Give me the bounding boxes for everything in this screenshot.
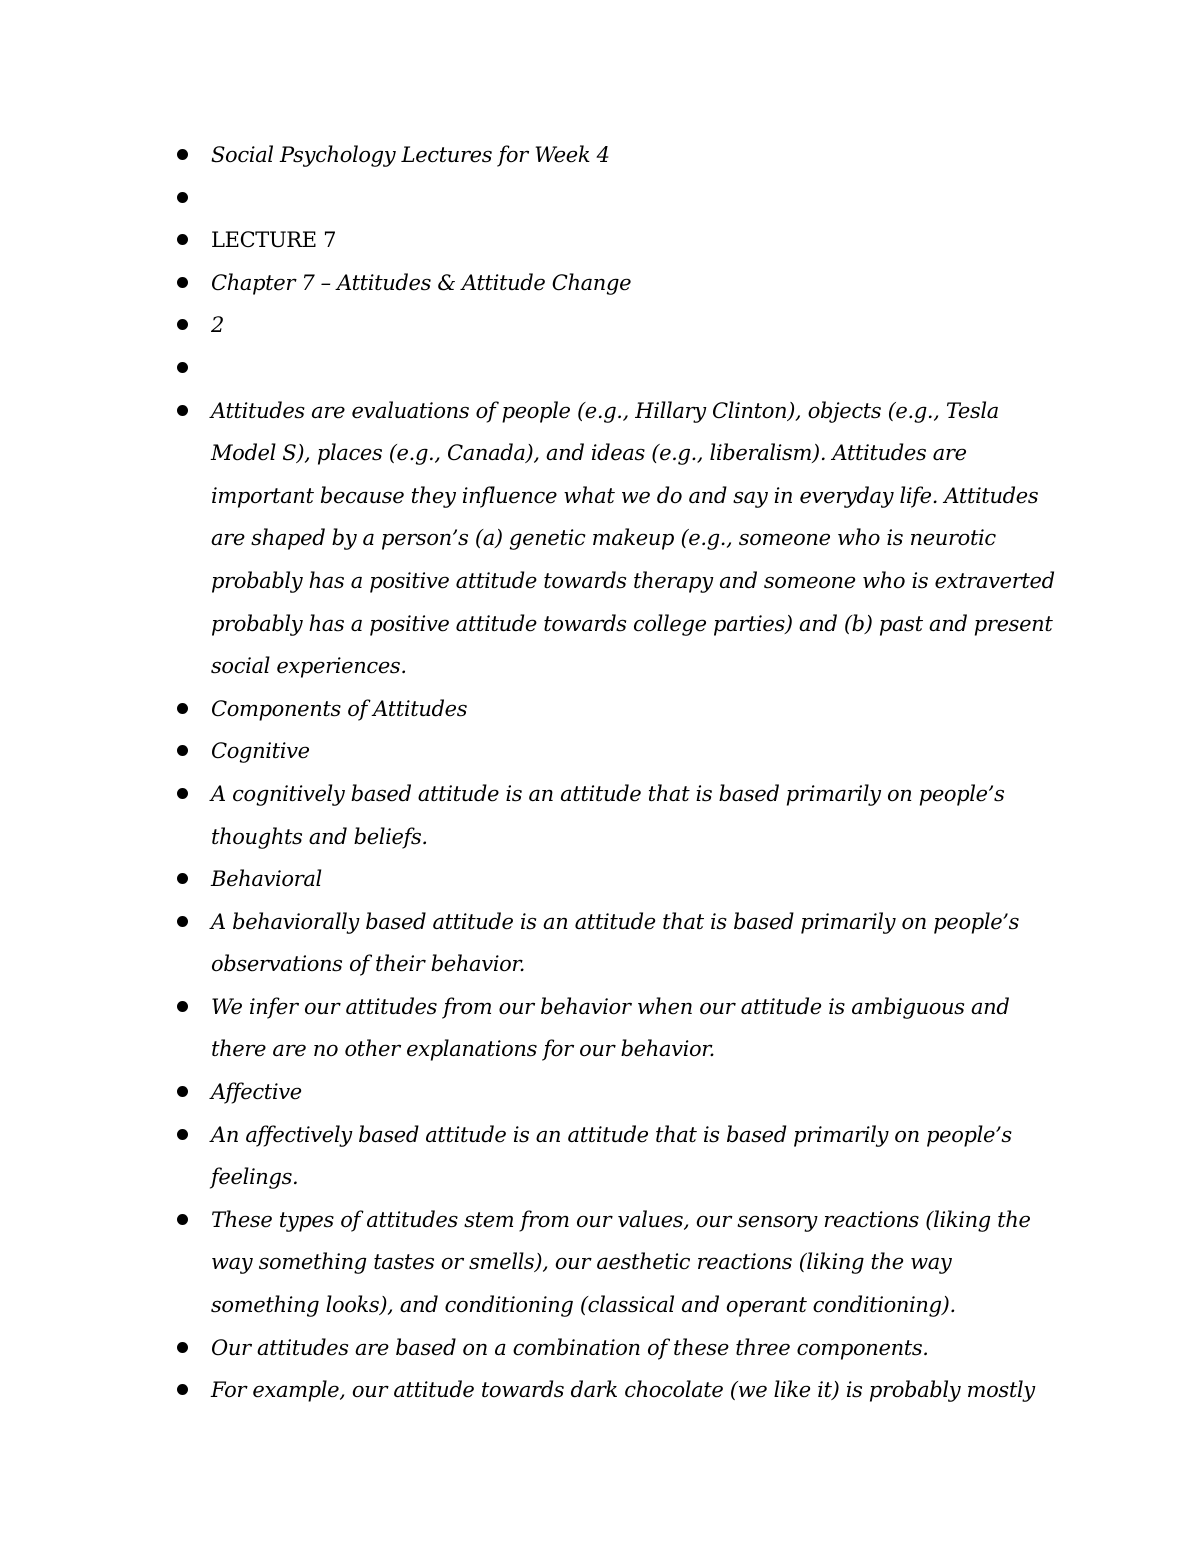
bullet-icon: [177, 1342, 188, 1353]
bullet-icon: [177, 873, 188, 884]
subheading-affective: Affective: [211, 1080, 302, 1105]
bullet-icon: [177, 916, 188, 927]
list-item: [175, 177, 1065, 220]
bullet-icon: [177, 362, 188, 373]
page-number-text: 2: [211, 313, 225, 338]
list-item: [175, 986, 1065, 1071]
bullet-icon: [177, 1001, 188, 1012]
bullet-icon: [177, 1384, 188, 1395]
list-item: [175, 901, 1065, 986]
list-item: [175, 390, 1065, 688]
bullet-icon: [177, 277, 188, 288]
list-item: [175, 134, 1065, 177]
list-item: [175, 730, 1065, 773]
list-item: [175, 1327, 1065, 1370]
section-heading-components: Components of Attitudes: [211, 696, 468, 721]
bullet-icon: [177, 745, 188, 756]
bullet-icon: [177, 405, 188, 416]
bullet-list: [175, 134, 1065, 1412]
list-item: [175, 688, 1065, 731]
document-title: Social Psychology Lectures for Week 4: [211, 143, 610, 167]
list-item: [175, 347, 1065, 390]
example-text: For example, our attitude towards dark chocolate (we like it) is probably mostly: [211, 1378, 1035, 1403]
chapter-heading: Chapter 7 – Attitudes & Attitude Change: [211, 270, 632, 295]
lecture-heading: LECTURE 7: [211, 228, 337, 253]
affective-sources-note: These types of attitudes stem from our values, our sensory reactions (liking the way something tastes or smells), our aesthetic reactions (liking the way something looks), and conditioning (classical and operant conditioning).: [211, 1207, 1031, 1318]
list-item: [175, 262, 1065, 305]
list-item: [175, 773, 1065, 858]
bullet-icon: [177, 149, 188, 160]
subheading-cognitive: Cognitive: [211, 739, 310, 764]
bullet-icon: [177, 1214, 188, 1225]
bullet-icon: [177, 703, 188, 714]
list-item: [175, 1369, 1065, 1412]
list-item: [175, 1114, 1065, 1199]
bullet-icon: [177, 234, 188, 245]
attitudes-definition-paragraph: Attitudes are evaluations of people (e.g., Hillary Clinton), objects (e.g., Tesla Model S), places (e.g., Canada), and ideas (e.g., liberalism). Attitudes are important because they influence what we do and say in everyday life. Attitudes are shaped by a person’s (a) genetic makeup (e.g., someone who is neurotic probably has a positive attitude towards therapy and someone who is extraverted probably has a positive attitude towards college parties) and (b) past and present social experiences.: [211, 398, 1055, 679]
bullet-icon: [177, 1086, 188, 1097]
list-item: [175, 1199, 1065, 1327]
list-item: [175, 1071, 1065, 1114]
list-item: [175, 219, 1065, 262]
bullet-icon: [177, 1129, 188, 1140]
behavioral-definition: A behaviorally based attitude is an attitude that is based primarily on people’s observations of their behavior.: [211, 909, 1020, 977]
behavioral-inference-note: We infer our attitudes from our behavior when our attitude is ambiguous and there are no other explanations for our behavior.: [211, 994, 1010, 1062]
subheading-behavioral: Behavioral: [211, 867, 322, 892]
cognitive-definition: A cognitively based attitude is an attitude that is based primarily on people’s thoughts and beliefs.: [211, 781, 1005, 849]
bullet-icon: [177, 788, 188, 799]
affective-definition: An affectively based attitude is an attitude that is based primarily on people’s feelings.: [211, 1122, 1012, 1190]
list-item: [175, 858, 1065, 901]
bullet-icon: [177, 192, 188, 203]
bullet-icon: [177, 319, 188, 330]
components-combination-note: Our attitudes are based on a combination of these three components.: [211, 1335, 929, 1360]
list-item: [175, 304, 1065, 347]
